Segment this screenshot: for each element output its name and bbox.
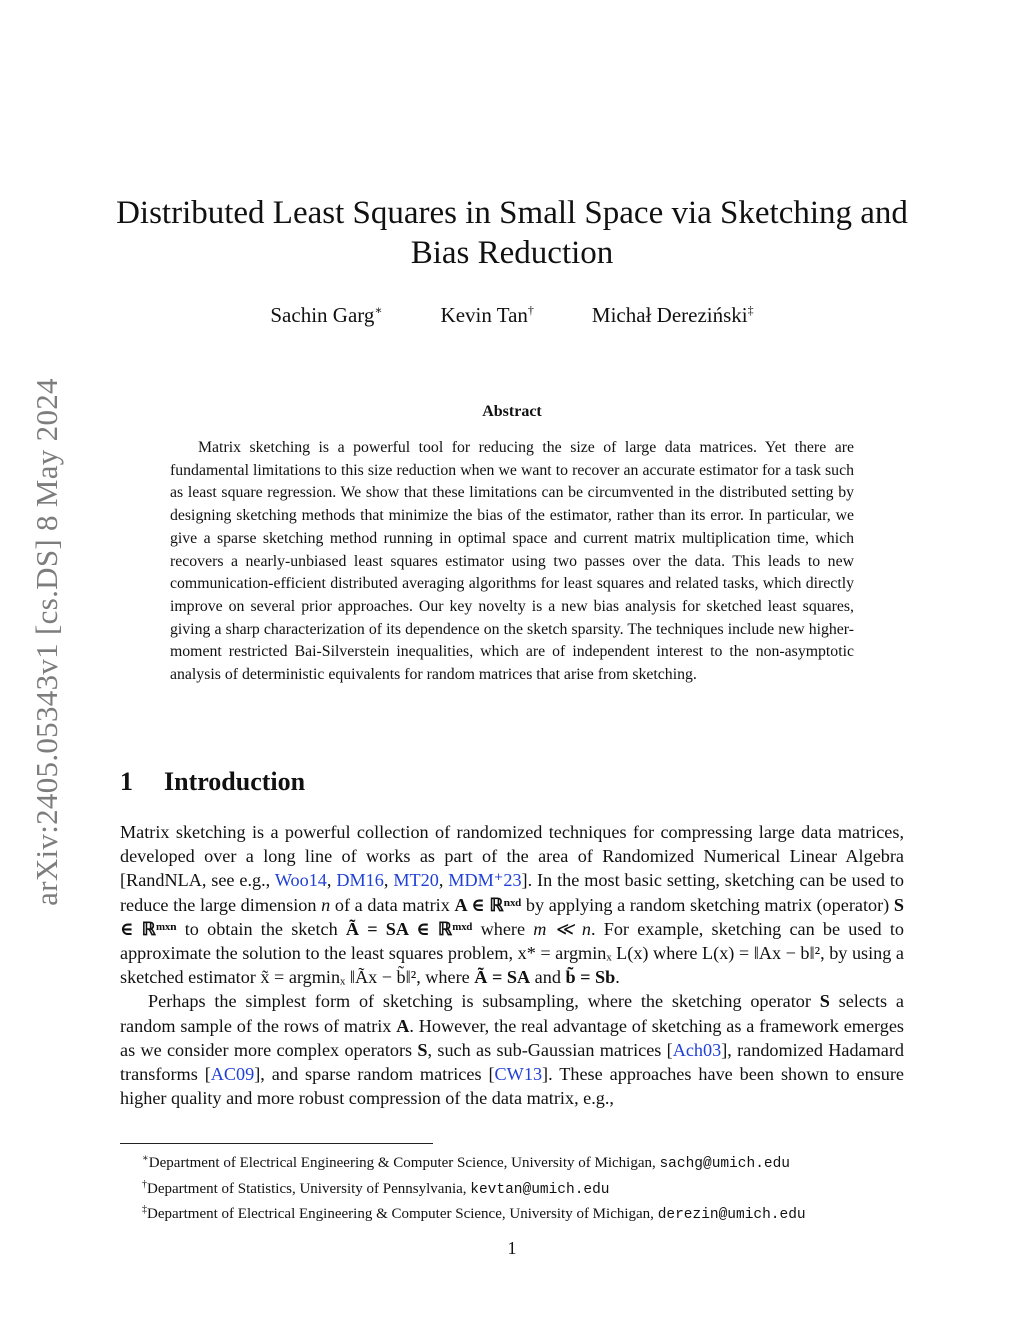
citation-link[interactable]: CW13 bbox=[494, 1064, 543, 1085]
author: Michał Dereziński‡ bbox=[591, 303, 754, 327]
abstract-heading: Abstract bbox=[482, 403, 542, 420]
citation-link[interactable]: Woo14 bbox=[274, 870, 327, 891]
footnote: †Department of Statistics, University of Pennsylvania, kevtan@umich.edu bbox=[142, 1178, 610, 1198]
math: x* = argminₓ L(x) bbox=[517, 943, 649, 964]
author: Kevin Tan† bbox=[440, 303, 534, 327]
citation-link[interactable]: DM16 bbox=[336, 870, 384, 891]
author: Sachin Garg∗ bbox=[270, 303, 383, 327]
math: n bbox=[321, 894, 331, 915]
footnote-divider bbox=[120, 1143, 433, 1144]
footnotes bbox=[142, 1149, 806, 1226]
math: x̃ = argminₓ ‖Ãx − b̃‖² bbox=[260, 967, 417, 988]
arxiv-sidebar bbox=[26, 356, 68, 928]
citation-link[interactable]: MT20 bbox=[393, 870, 439, 891]
email-address[interactable]: kevtan@umich.edu bbox=[470, 1181, 610, 1198]
arxiv-identifier: arXiv:2405.05343v1 [cs.DS] 8 May 2024 bbox=[29, 378, 64, 906]
math: S bbox=[819, 991, 830, 1012]
author-mark: ∗ bbox=[374, 303, 383, 317]
math: Ã = SA ∈ ℝᵐˣᵈ bbox=[345, 918, 473, 939]
math: A bbox=[396, 1015, 410, 1036]
math: Ã = SA bbox=[474, 967, 531, 988]
math: S bbox=[417, 1039, 428, 1060]
citation-link[interactable]: AC09 bbox=[210, 1064, 255, 1085]
math: b̃ = Sb bbox=[565, 967, 616, 988]
author-mark: † bbox=[527, 303, 534, 317]
paragraph: Perhaps the simplest form of sketching is subsampling, where the sketching operator S selects a random sample of the rows of matrix A. However, the real advantage of sketching as a framework emerges as we consider more complex operators S, such as sub-Gaussian matrices [Ach03], randomized Hadamard transforms [AC09], and sparse random matrices [CW13]. These approaches have been shown to ensure higher quality and more robust compression of the data matrix, e.g., bbox=[120, 991, 904, 1109]
footnote: ‡Department of Electrical Engineering & Computer Science, University of Michigan, derezin@umich.edu bbox=[142, 1204, 806, 1223]
author-list bbox=[120, 303, 904, 328]
section-number: 1 bbox=[120, 767, 133, 796]
math: S ∈ ℝᵐˣⁿ bbox=[120, 894, 904, 939]
email-address[interactable]: derezin@umich.edu bbox=[657, 1207, 806, 1223]
body-text bbox=[120, 820, 904, 1110]
section-heading bbox=[120, 767, 305, 797]
email-address[interactable]: sachg@umich.edu bbox=[659, 1156, 791, 1172]
math: L(x) = ‖Ax − b‖² bbox=[702, 943, 821, 964]
math: A ∈ ℝⁿˣᵈ bbox=[454, 894, 522, 915]
paper-title: Distributed Least Squares in Small Space via Sketching and Bias Reduction bbox=[116, 195, 908, 271]
abstract-text: Matrix sketching is a powerful tool for reducing the size of large data matrices. Yet there are fundamental limitations to this size reduction when we want to recover an accurate estimator for a task such as least square regression. We show that these limitations can be circumvented in the distributed setting by designing sketching methods that minimize the bias of the estimator, rather than its error. In particular, we give a sparse sketching method running in optimal space and current matrix multiplication time, which recovers a nearly-unbiased least squares estimator using two passes over the data. This leads to new communication-efficient distributed averaging algorithms for least squares and related tasks, which directly improve on several prior approaches. Our key novelty is a new bias analysis for sketched least squares, giving a sharp characterization of its dependence on the sketch sparsity. The techniques include new higher-moment restricted Bai-Silverstein inequalities, which are of independent interest to the non-asymptotic analysis of deterministic equivalents for random matrices that arise from sketching. bbox=[170, 439, 854, 684]
footnote: ∗Department of Electrical Engineering & Computer Science, University of Michigan, sachg@umich.edu bbox=[142, 1153, 791, 1172]
page-number: 1 bbox=[507, 1238, 517, 1258]
citation-link[interactable]: Ach03 bbox=[672, 1039, 722, 1060]
paragraph: Matrix sketching is a powerful collection of randomized techniques for compressing large data matrices, developed over a long line of works as part of the area of Randomized Numerical Linear Algebra [RandNLA, see e.g., Woo14, DM16, MT20, MDM⁺23]. In the most basic setting, sketching can be used to reduce the large dimension n of a data matrix A ∈ ℝⁿˣᵈ by applying a random sketching matrix (operator) S ∈ ℝᵐˣⁿ to obtain the sketch Ã = SA ∈ ℝᵐˣᵈ where m ≪ n. For example, sketching can be used to approximate the solution to the least squares problem, x* = argminₓ L(x) where L(x) = ‖Ax − b‖², by using a sketched estimator x̃ = argminₓ ‖Ãx − b̃‖², where Ã = SA and b̃ = Sb. bbox=[120, 822, 905, 988]
citation-link[interactable]: MDM⁺23 bbox=[448, 870, 522, 891]
section-title: Introduction bbox=[164, 767, 306, 796]
math: m ≪ n bbox=[533, 918, 591, 939]
author-mark: ‡ bbox=[747, 303, 754, 317]
